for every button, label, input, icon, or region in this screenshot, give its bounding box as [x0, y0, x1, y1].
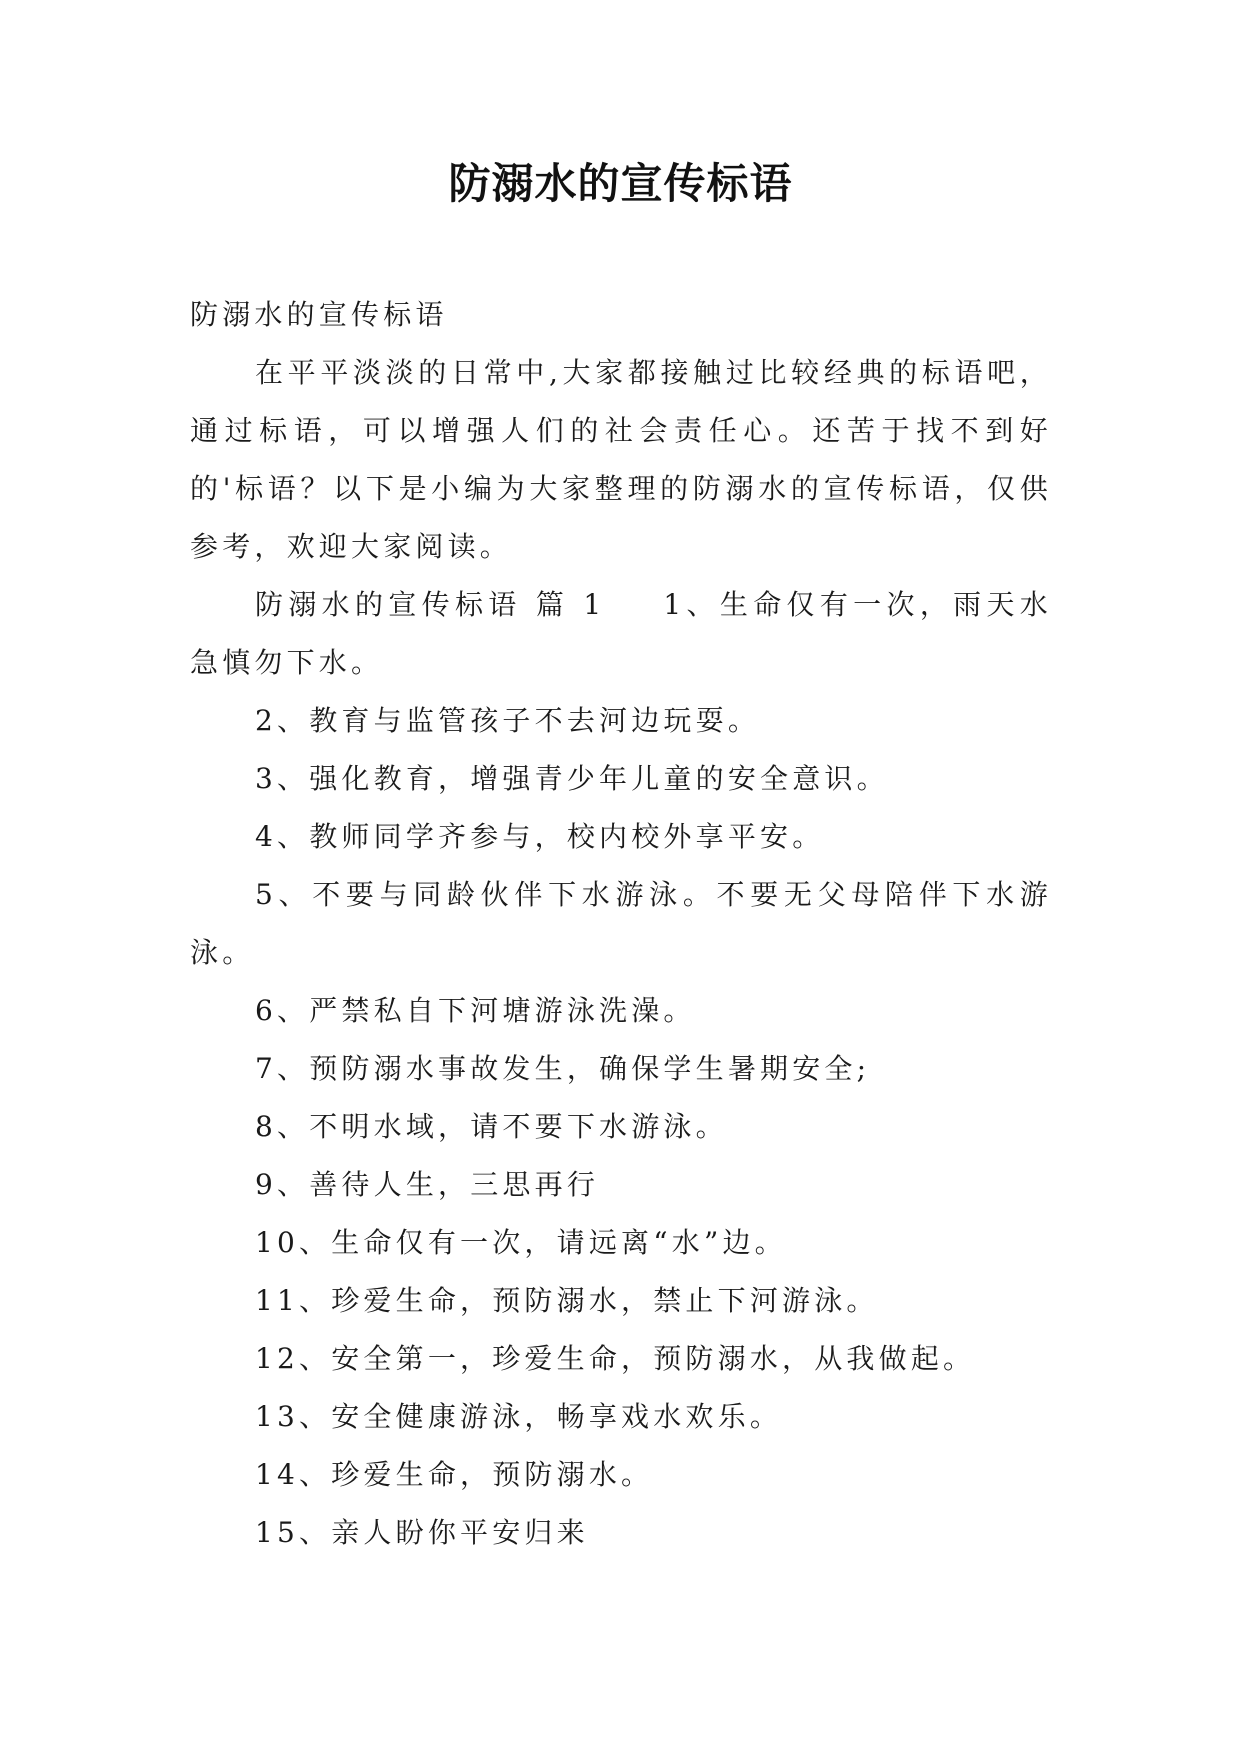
- slogan-item-1: 1、生命仅有一次，雨天水急慎勿下水。: [190, 588, 1052, 679]
- slogan-item-13: 13、安全健康游泳，畅享戏水欢乐。: [255, 1400, 783, 1433]
- section-label: 防溺水的宣传标语 篇 1: [255, 588, 606, 621]
- section-paragraph: [190, 576, 1052, 692]
- slogan-item-11: 11、珍爱生命，预防溺水，禁止下河游泳。: [255, 1284, 879, 1317]
- slogan-item-15: 15、亲人盼你平安归来: [255, 1516, 589, 1549]
- slogan-item-7: 7、预防溺水事故发生，确保学生暑期安全;: [255, 1052, 871, 1085]
- slogan-item-12: 12、安全第一，珍爱生命，预防溺水，从我做起。: [255, 1342, 976, 1375]
- intro-paragraph: 在平平淡淡的日常中,大家都接触过比较经典的标语吧，通过标语，可以增强人们的社会责任心。还苦于找不到好的'标语？以下是小编为大家整理的防溺水的宣传标语，仅供参考，欢迎大家阅读。: [190, 356, 1052, 563]
- slogan-item-6: 6、严禁私自下河塘游泳洗澡。: [255, 994, 696, 1027]
- slogan-item-5: 5、不要与同龄伙伴下水游泳。不要无父母陪伴下水游泳。: [190, 878, 1052, 969]
- document-title: 防溺水的宣传标语: [448, 159, 793, 208]
- slogan-item-8: 8、不明水域，请不要下水游泳。: [255, 1110, 728, 1143]
- slogan-item-3: 3、强化教育，增强青少年儿童的安全意识。: [255, 762, 889, 795]
- slogan-item-2: 2、教育与监管孩子不去河边玩耍。: [255, 704, 761, 737]
- slogan-item-4: 4、教师同学齐参与，校内校外享平安。: [255, 820, 825, 853]
- slogan-item-10: 10、生命仅有一次，请远离“水”边。: [255, 1226, 787, 1259]
- document-body: [190, 286, 1052, 1562]
- document-subtitle: 防溺水的宣传标语: [190, 298, 448, 331]
- slogan-item-9: 9、善待人生，三思再行: [255, 1168, 600, 1201]
- slogan-item-14: 14、珍爱生命，预防溺水。: [255, 1458, 654, 1491]
